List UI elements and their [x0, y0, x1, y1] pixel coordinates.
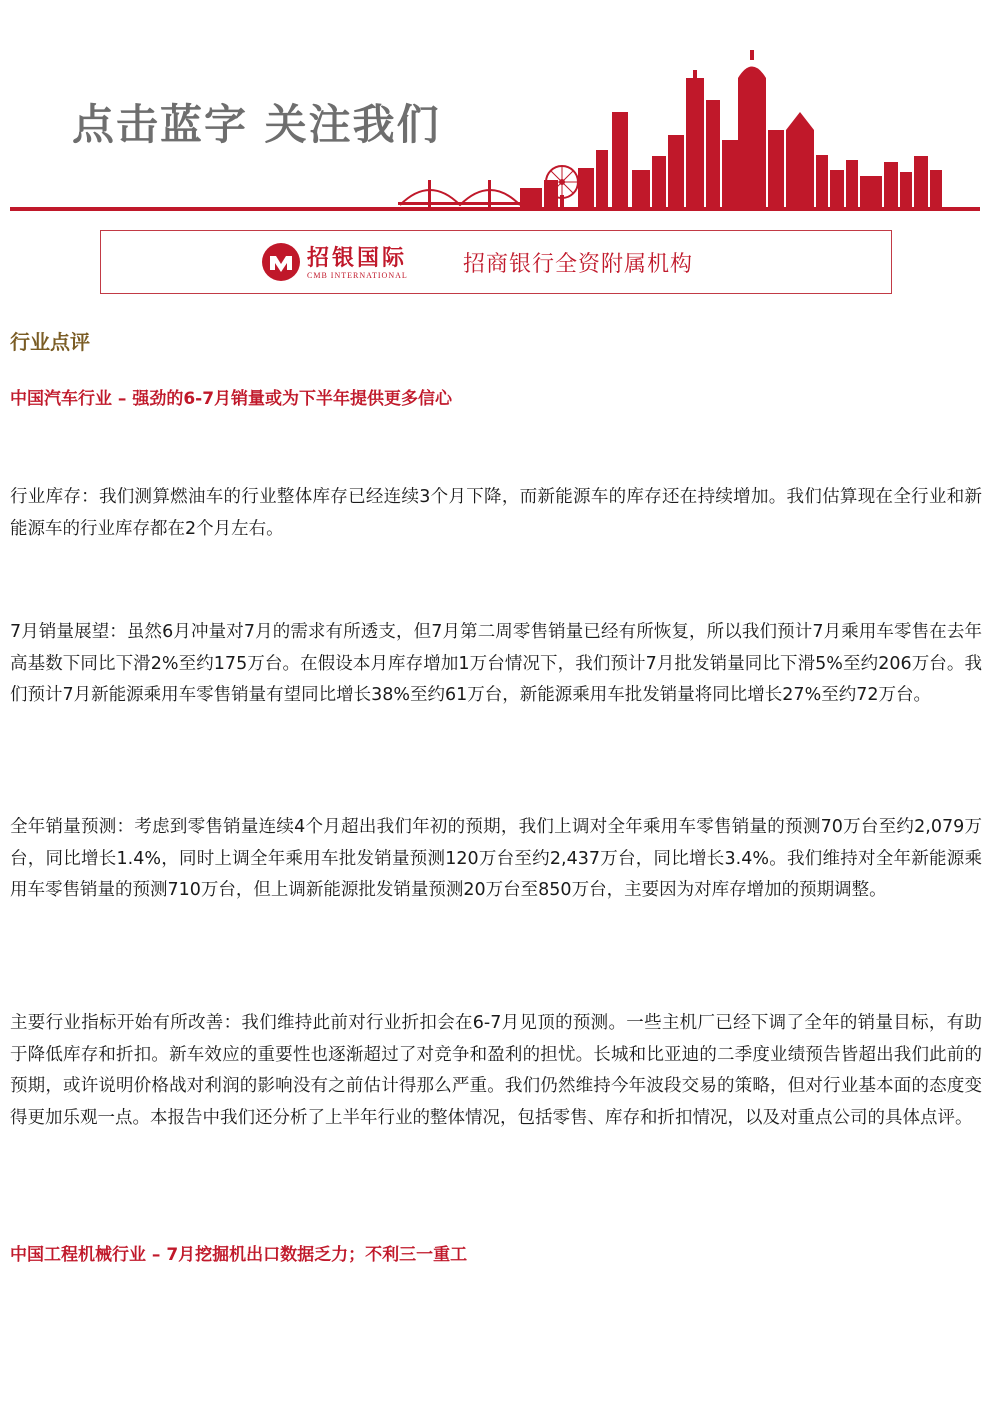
logo-chinese-name: 招银国际: [307, 245, 408, 271]
paragraph-full-year-forecast: 全年销量预测：考虑到零售销量连续4个月超出我们年初的预期，我们上调对全年乘用车零售销量的预测70万台至约2,079万台，同比增长1.4%，同时上调全年乘用车批发销量预测120万台至约2,437万台，同比增长3.4%。我们维持对全年新能源乘用车零售销量的预测710万台，但上调新能源批发销量预测20万台至850万台，主要因为对库存增加的预期调整。: [10, 817, 982, 900]
header-divider: [10, 207, 980, 211]
city-skyline-illustration: [0, 0, 992, 215]
cmb-logo-icon: [261, 242, 301, 282]
article-title-machinery: 中国工程机械行业 – 7月挖掘机出口数据乏力；不利三一重工: [10, 1245, 468, 1265]
banner-slogan: 招商银行全资附属机构: [463, 252, 694, 277]
cmb-banner[interactable]: [100, 230, 892, 294]
paragraph-july-outlook: 7月销量展望：虽然6月冲量对7月的需求有所透支，但7月第二周零售销量已经有所恢复，所以我们预计7月乘用车零售在去年高基数下同比下滑2%至约175万台。在假设本月库存增加1万台情况下，我们预计7月批发销量同比下滑5%至约206万台。我们预计7月新能源乘用车零售销量有望同比增长38%至约61万台，新能源乘用车批发销量将同比增长27%至约72万台。: [10, 622, 982, 705]
logo-english-name: CMB INTERNATIONAL: [307, 271, 408, 280]
paragraph-indicators: 主要行业指标开始有所改善：我们维持此前对行业折扣会在6-7月见顶的预测。一些主机厂已经下调了全年的销量目标，有助于降低库存和折扣。新车效应的重要性也逐渐超过了对竞争和盈利的担忧。长城和比亚迪的二季度业绩预告皆超出我们此前的预期，或许说明价格战对利润的影响没有之前估计得那么严重。我们仍然维持今年波段交易的策略，但对行业基本面的态度变得更加乐观一点。本报告中我们还分析了上半年行业的整体情况，包括零售、库存和折扣情况，以及对重点公司的具体点评。: [10, 1013, 982, 1128]
follow-us-text[interactable]: 点击蓝字 关注我们: [72, 100, 441, 149]
paragraph-inventory: 行业库存：我们测算燃油车的行业整体库存已经连续3个月下降，而新能源车的库存还在持续增加。我们估算现在全行业和新能源车的行业库存都在2个月左右。: [10, 487, 982, 539]
page-header: [0, 0, 992, 215]
article-title-auto: 中国汽车行业 – 强劲的6-7月销量或为下半年提供更多信心: [10, 389, 453, 409]
section-title: 行业点评: [10, 330, 90, 354]
